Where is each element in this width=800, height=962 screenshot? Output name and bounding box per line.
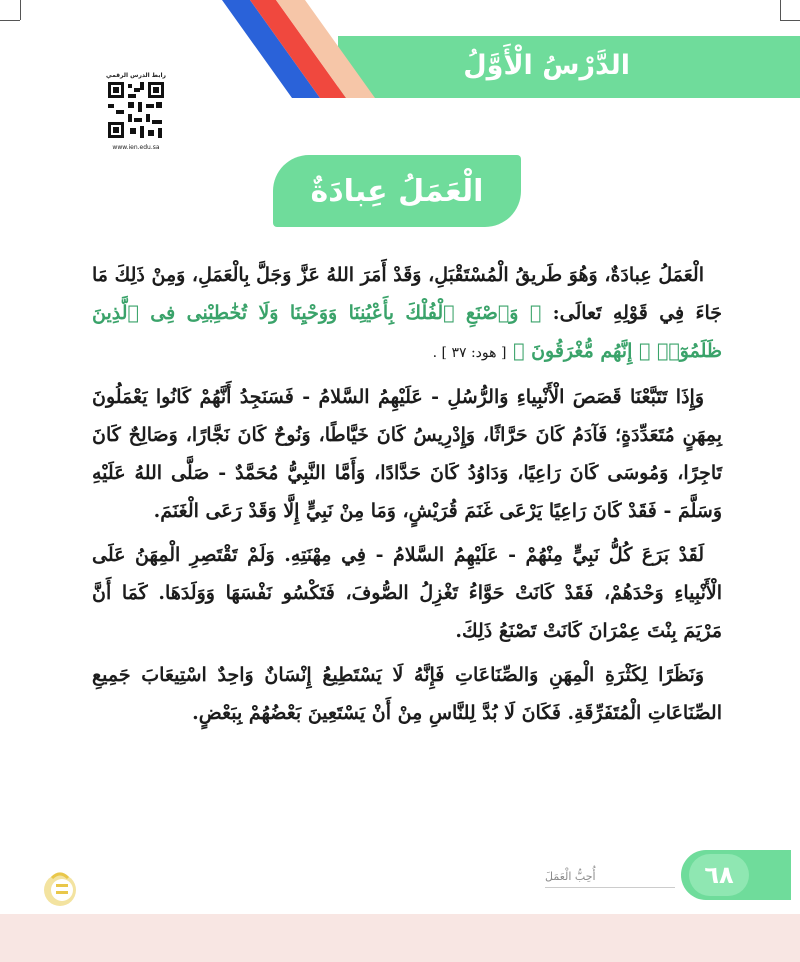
paragraph-4: وَنَظَرًا لِكَثْرَةِ الْمِهَنِ وَالصِّنَاعَاتِ فَإِنَّهُ لَا يَسْتَطِيعُ إِنْسَانٌ وَاحِدٌ اسْتِيعَابَ جَمِيعِ الصِّنَاعَاتِ الْمُتَفَرِّقَةِ. فَكَانَ لَا بُدَّ لِلنَّاسِ مِنْ أَنْ يَسْتَعِينَ بَعْضُهُمْ بِبَعْضٍ. — [92, 664, 722, 724]
paragraph-1 — [92, 256, 722, 372]
paragraph-2: وَإِذَا تَتَبَّعْنَا قَصَصَ الْأَنْبِياءِ وَالرُّسُلِ - عَلَيْهِمُ السَّلامُ - فَسَنَجِدُ أَنَّهُمْ كَانُوا يَعْمَلُونَ بِمِهَنٍ مُتَعَدِّدَةٍ؛ فَآدَمُ كَانَ حَرَّاثًا، وَإِدْرِيسُ كَانَ خَيَّاطًا، وَنُوحٌ كَانَ نَجَّارًا، وَصَالِحٌ كَانَ تَاجِرًا، وَمُوسَى كَانَ رَاعِيًا، وَدَاوُدُ كَانَ حَدَّادًا، وَأَمَّا النَّبِيُّ مُحَمَّدٌ - صَلَّى اللهُ عَلَيْهِ وَسَلَّمَ - فَقَدْ كَانَ رَاعِيًا يَرْعَى غَنَمَ قُرَيْشٍ، وَمَا مِنْ نَبِيٍّ إِلَّا وَقَدْ رَعَى الْغَنَمَ. — [92, 386, 722, 522]
qr-caption: رابط الدرس الرقمي — [106, 72, 166, 79]
verse-reference: [ هود: ٣٧ ] . — [432, 345, 507, 361]
lesson-label: الدَّرْسُ الْأَوَّلُ — [463, 50, 630, 81]
footer-divider — [545, 887, 675, 888]
lesson-body — [92, 256, 722, 738]
book-name: أُحِبُّ الْعَمَلَ — [545, 870, 596, 883]
lesson-title-banner — [273, 155, 521, 227]
bottom-band — [0, 914, 800, 962]
logo-icon — [38, 866, 82, 910]
lesson-title: الْعَمَلُ عِبادَةٌ — [310, 173, 484, 209]
qr-code-icon[interactable] — [104, 80, 168, 140]
qr-block[interactable] — [104, 72, 168, 152]
paragraph-1-intro: الْعَمَلُ عِبادَةٌ، وَهُوَ طَريقُ الْمُسْتَقْبَلِ، وَقَدْ أَمَرَ اللهُ عَزَّ وَجَلَّ بِالْعَمَلِ، وَمِنْ ذَلِكَ مَا جَاءَ فِي قَوْلِهِ تَعالَى: — [92, 264, 722, 324]
page-number: ٦٨ — [689, 854, 749, 896]
paragraph-3: لَقَدْ بَرَعَ كُلُّ نَبِيٍّ مِنْهُمْ - عَلَيْهِمُ السَّلامُ - فِي مِهْنَتِهِ. وَلَمْ تَقْتَصِرِ الْمِهَنُ عَلَى الْأَنْبِياءِ وَحْدَهُمْ، فَقَدْ كَانَتْ حَوَّاءُ تَغْزِلُ الصُّوفَ، فَتَكْسُو نَفْسَهَا وَوَلَدَهَا. كَمَا أَنَّ مَرْيَمَ بِنْتَ عِمْرَانَ كَانَتْ تَصْنَعُ ذَلِكَ. — [92, 544, 722, 642]
qr-url[interactable]: www.ien.edu.sa — [112, 144, 160, 151]
quran-verse: ﴿ وَٱصْنَعِ ٱلْفُلْكَ بِأَعْيُنِنَا وَوَحْيِنَا وَلَا تُخَٰطِبْنِى فِى ٱلَّذِينَ ظَلَمُوٓا۟ ۚ إِنَّهُم مُّغْرَقُونَ ﴾ — [92, 302, 722, 362]
